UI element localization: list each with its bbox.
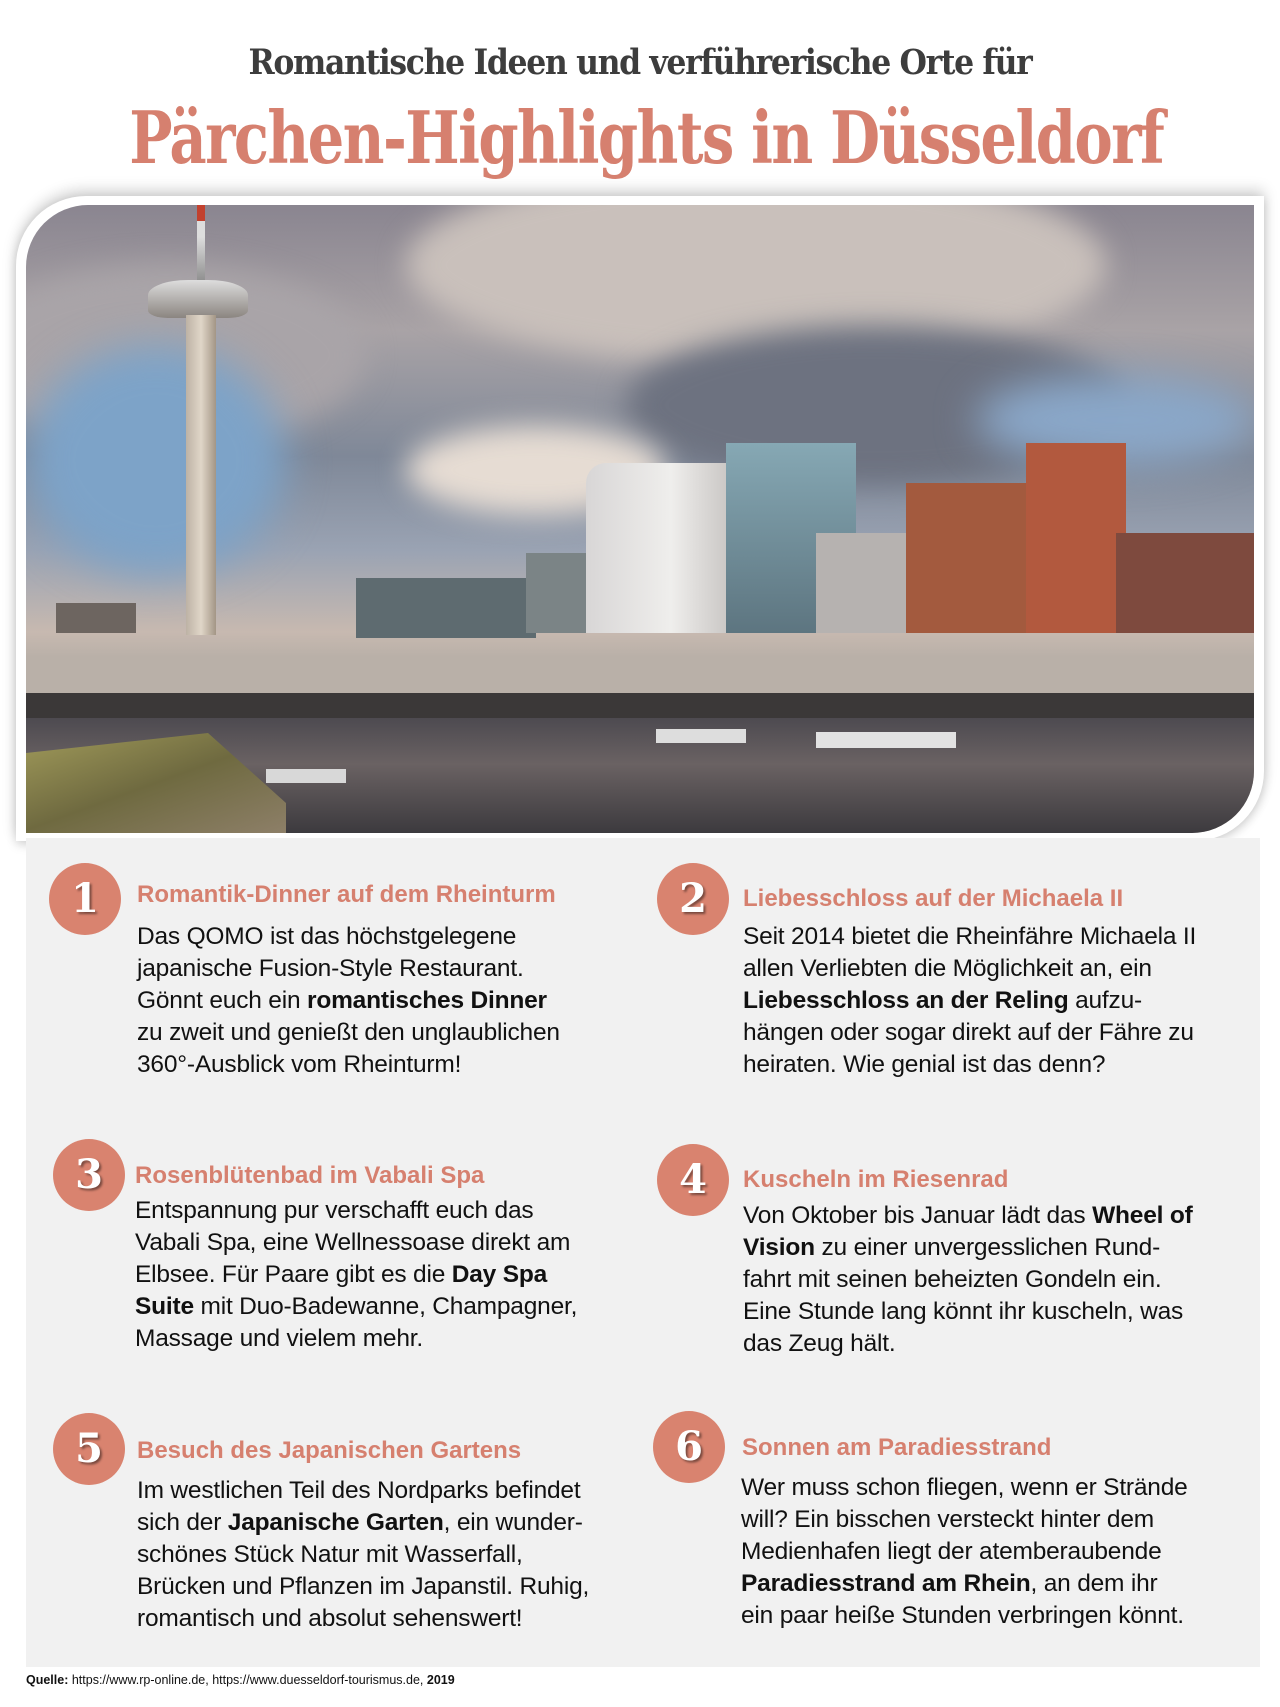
item-number-badge: 5	[53, 1413, 125, 1485]
description-line	[137, 985, 560, 1017]
description-line	[743, 953, 1196, 985]
description-line	[135, 1259, 577, 1291]
text-segment: fahrt mit seinen beheizten Gondeln ein.	[743, 1266, 1162, 1293]
text-segment: allen Verliebten die Möglichkeit an, ein	[743, 955, 1152, 982]
text-segment: das Zeug hält.	[743, 1330, 896, 1357]
item-number-badge: 4	[657, 1144, 729, 1216]
item-number-badge: 1	[49, 863, 121, 935]
description-line	[741, 1472, 1188, 1504]
text-segment: japanische Fusion-Style Restaurant.	[137, 955, 524, 982]
description-line	[137, 1475, 589, 1507]
description-line	[135, 1291, 577, 1323]
text-segment: Seit 2014 bietet die Rheinfähre Michaela II	[743, 923, 1197, 950]
description-line	[137, 1507, 589, 1539]
description-line	[743, 1264, 1193, 1296]
text-segment: ein paar heiße Stunden verbringen könnt.	[741, 1602, 1184, 1629]
item-number-badge: 3	[53, 1139, 125, 1211]
item-description	[137, 921, 560, 1081]
description-line	[137, 1603, 589, 1635]
item-description	[743, 921, 1196, 1081]
text-segment: Im westlichen Teil des Nordparks befindet	[137, 1477, 581, 1504]
description-line	[137, 1049, 560, 1081]
text-segment: Brücken und Pflanzen im Japanstil. Ruhig,	[137, 1573, 590, 1600]
highlight-text: Japanische Garten	[227, 1509, 444, 1536]
item-title: Rosenblütenbad im Vabali Spa	[135, 1162, 485, 1189]
text-segment: Medienhafen liegt der atemberaubende	[741, 1538, 1162, 1565]
text-segment: Das QOMO ist das höchstgelegene	[137, 923, 517, 950]
text-segment: romantisch und absolut sehenswert!	[137, 1605, 523, 1632]
text-segment: Gönnt euch ein	[137, 987, 307, 1014]
description-line	[137, 1539, 589, 1571]
text-segment: , an dem ihr	[1030, 1570, 1158, 1597]
item-title: Besuch des Japanischen Gartens	[137, 1437, 522, 1464]
description-line	[137, 1017, 560, 1049]
text-segment: hängen oder sogar direkt auf der Fähre zu	[743, 1019, 1194, 1046]
description-line	[743, 1328, 1193, 1360]
source-label: Quelle:	[26, 1673, 69, 1687]
description-line	[743, 1296, 1193, 1328]
text-segment: schönes Stück Natur mit Wasserfall,	[137, 1541, 523, 1568]
item-title: Kuscheln im Riesenrad	[743, 1166, 1009, 1193]
description-line	[135, 1227, 577, 1259]
description-line	[135, 1323, 577, 1355]
source-urls: https://www.rp-online.de, https://www.duesseldorf-tourismus.de,	[68, 1673, 427, 1687]
highlight-text: Day Spa	[451, 1261, 548, 1288]
text-segment: Massage und vielem mehr.	[135, 1325, 423, 1352]
description-line	[743, 1232, 1193, 1264]
rheinturm-pod	[148, 280, 248, 318]
highlight-text: Liebesschloss an der Reling	[743, 987, 1069, 1014]
highlight-text: Vision	[743, 1234, 815, 1261]
text-segment: , ein wunder-	[443, 1509, 583, 1536]
text-segment: Eine Stunde lang könnt ihr kuscheln, was	[743, 1298, 1184, 1325]
source-year: 2019	[426, 1673, 455, 1687]
description-line	[741, 1504, 1188, 1536]
text-segment: will? Ein bisschen versteckt hinter dem	[741, 1506, 1154, 1533]
description-line	[137, 1571, 589, 1603]
rheinturm	[186, 315, 216, 635]
header-subtitle: Romantische Ideen und verführerische Orte für	[248, 42, 1032, 83]
description-line	[743, 1200, 1193, 1232]
text-segment: zu zweit und genießt den unglaublichen	[137, 1019, 560, 1046]
description-line	[743, 1049, 1196, 1081]
text-segment: Wer muss schon fliegen, wenn er Strände	[741, 1474, 1188, 1501]
description-line	[137, 921, 560, 953]
text-segment: zu einer unvergesslichen Rund-	[814, 1234, 1161, 1261]
text-segment: Elbsee. Für Paare gibt es die	[135, 1261, 452, 1288]
item-description	[135, 1195, 577, 1355]
item-description	[741, 1472, 1188, 1632]
description-line	[135, 1195, 577, 1227]
text-segment: Entspannung pur verschafft euch das	[135, 1197, 534, 1224]
description-line	[743, 921, 1196, 953]
item-description	[137, 1475, 589, 1635]
description-line	[743, 985, 1196, 1017]
text-segment: 360°-Ausblick vom Rheinturm!	[137, 1051, 462, 1078]
source-note	[26, 1673, 455, 1687]
description-line	[137, 953, 560, 985]
item-number-badge: 6	[653, 1411, 725, 1483]
item-number-badge: 2	[657, 863, 729, 935]
text-segment: Vabali Spa, eine Wellnessoase direkt am	[135, 1229, 571, 1256]
description-line	[741, 1536, 1188, 1568]
item-description	[743, 1200, 1193, 1360]
item-title: Sonnen am Paradiesstrand	[742, 1434, 1052, 1461]
text-segment: heiraten. Wie genial ist das denn?	[743, 1051, 1106, 1078]
rheinturm-spire	[197, 205, 205, 285]
description-line	[741, 1568, 1188, 1600]
item-title: Liebesschloss auf der Michaela II	[743, 885, 1124, 912]
text-segment: Von Oktober bis Januar lädt das	[743, 1202, 1093, 1229]
duesseldorf-skyline-photo	[26, 205, 1254, 833]
text-segment: aufzu-	[1068, 987, 1142, 1014]
highlight-text: Paradiesstrand am Rhein	[741, 1570, 1031, 1597]
page-title-row	[0, 96, 1280, 182]
highlight-text: Wheel of	[1092, 1202, 1193, 1229]
text-segment: mit Duo-Badewanne, Champagner,	[193, 1293, 578, 1320]
header-subtitle-row	[0, 42, 1280, 84]
description-line	[743, 1017, 1196, 1049]
item-title: Romantik-Dinner auf dem Rheinturm	[137, 881, 556, 908]
description-line	[741, 1600, 1188, 1632]
highlight-text: Suite	[135, 1293, 194, 1320]
page-title: Pärchen-Highlights in Düsseldorf	[129, 95, 1164, 180]
text-segment: sich der	[137, 1509, 228, 1536]
highlight-text: romantisches Dinner	[306, 987, 547, 1014]
